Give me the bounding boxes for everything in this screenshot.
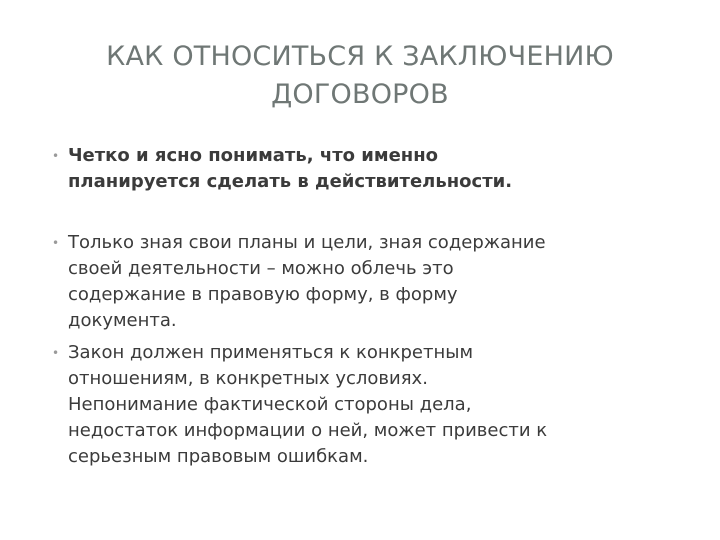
bullet-1-text [68, 143, 692, 195]
bullet-2-text [68, 230, 692, 334]
bullet-3-line-1: Закон должен применяться к конкретным [68, 342, 474, 363]
slide-title-line-2: ДОГОВОРОВ [271, 79, 449, 110]
bullet-3-line-3: Непонимание фактической стороны дела, [68, 394, 472, 415]
bullet-2-line-3: содержание в правовую форму, в форму [68, 284, 458, 305]
bullet-1-line-1: Четко и ясно понимать, что именно [68, 145, 439, 166]
bullet-item-2 [52, 230, 692, 334]
bullet-list [52, 143, 692, 470]
slide-title-line-1: КАК ОТНОСИТЬСЯ К ЗАКЛЮЧЕНИЮ [106, 41, 614, 72]
bullet-2-line-4: документа. [68, 310, 177, 331]
bullet-marker-icon: • [52, 346, 60, 360]
bullet-3-line-2: отношениям, в конкретных условиях. [68, 368, 428, 389]
bullet-1-line-2: планируется сделать в действительности. [68, 171, 513, 192]
bullet-marker-icon: • [52, 236, 60, 250]
bullet-2-line-2: своей деятельности – можно облечь это [68, 258, 454, 279]
bullet-3-text [68, 340, 692, 470]
bullet-item-1 [52, 143, 692, 195]
bullet-item-3 [52, 340, 692, 470]
bullet-3-line-5: серьезным правовым ошибкам. [68, 446, 369, 467]
bullet-marker-icon: • [52, 149, 60, 163]
bullet-2-line-1: Только зная свои планы и цели, зная содержание [68, 232, 546, 253]
slide-title [40, 38, 680, 114]
bullet-3-line-4: недостаток информации о ней, может привести к [68, 420, 548, 441]
